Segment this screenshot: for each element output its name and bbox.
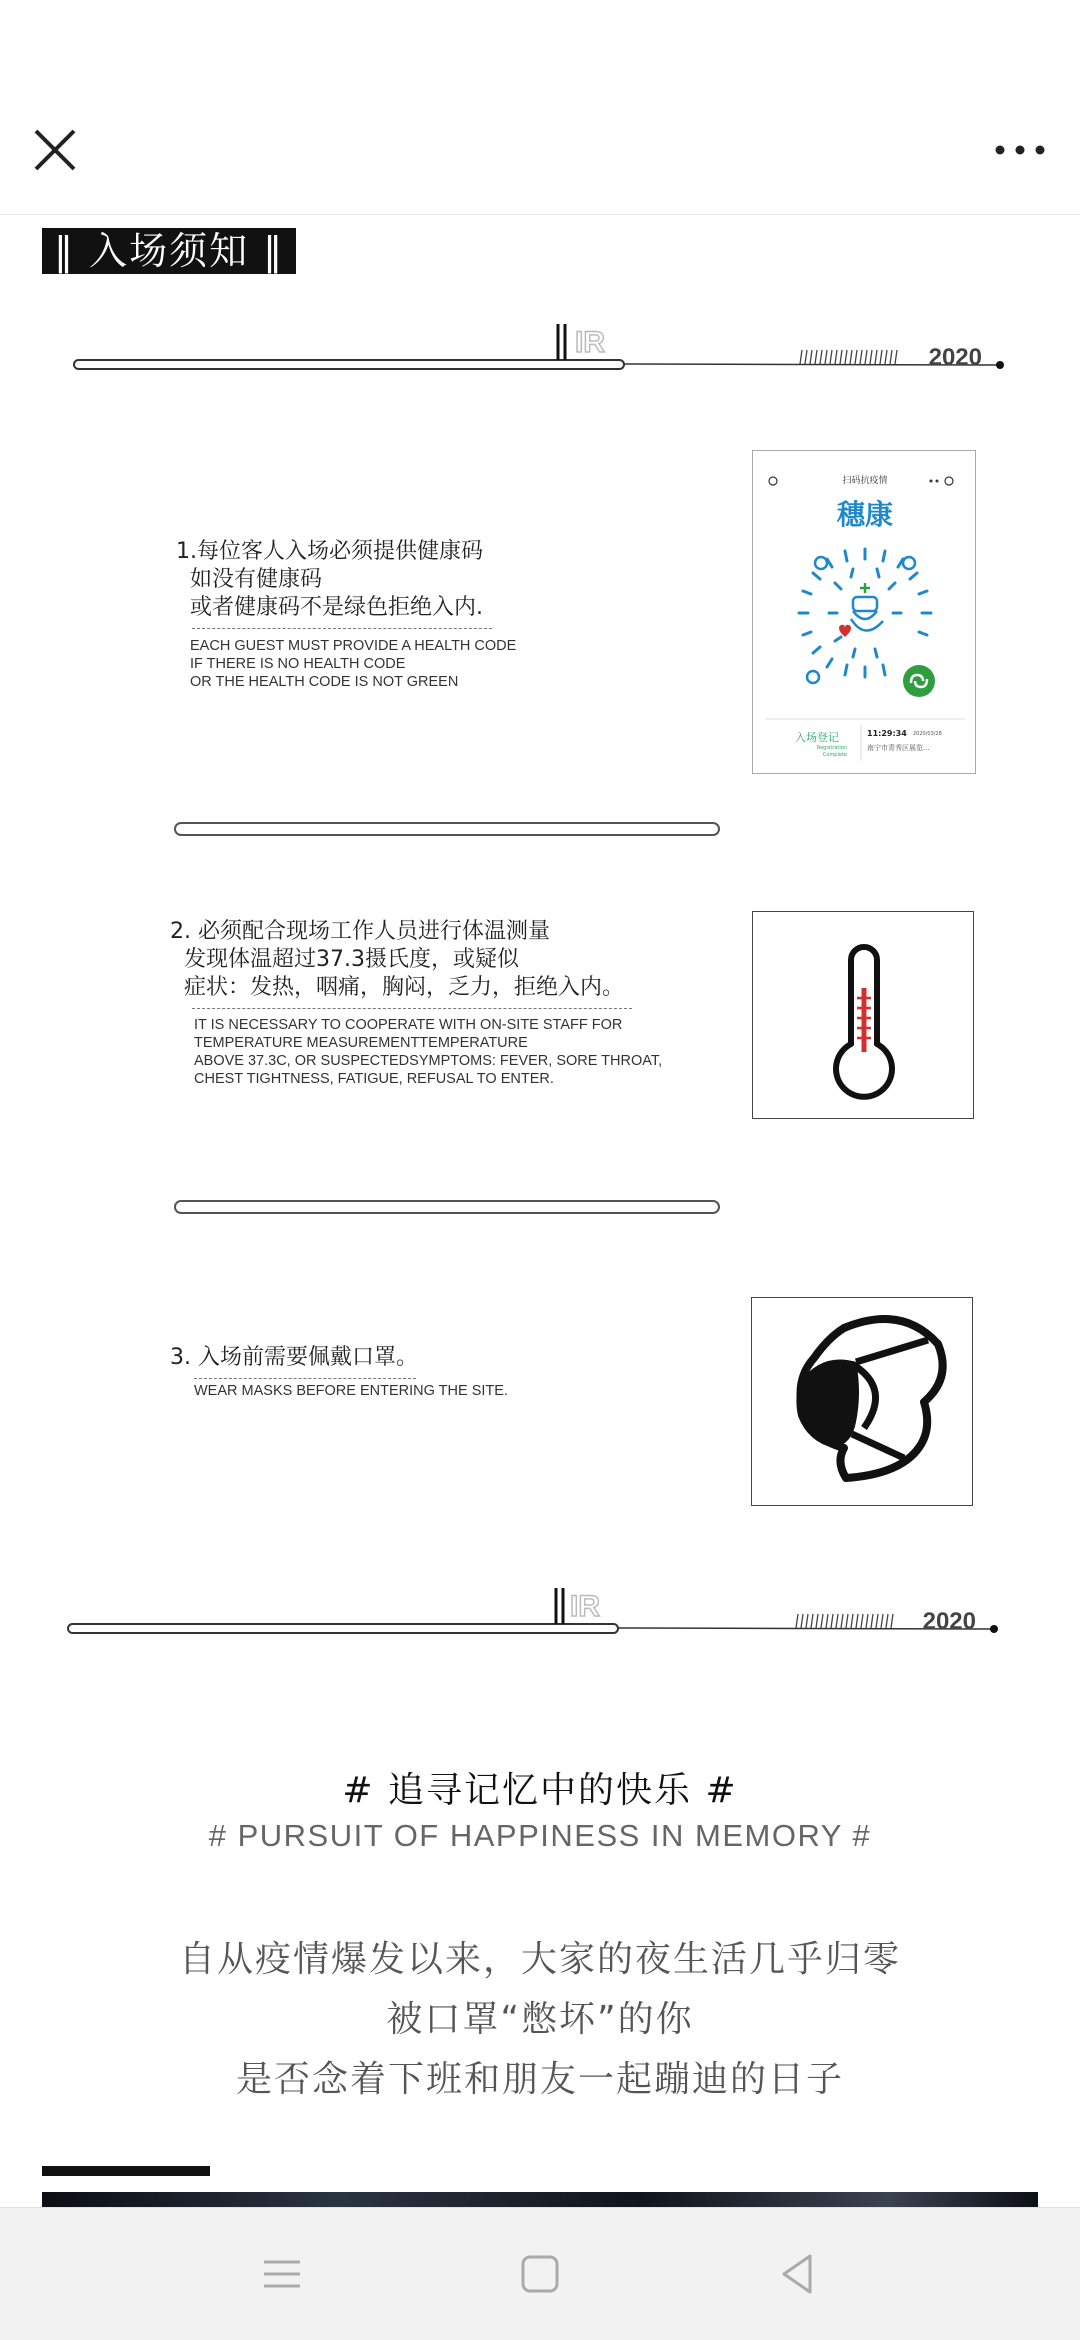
mask-card	[751, 1297, 973, 1506]
body-line-2: 被口罩“憋坏”的你	[386, 1999, 694, 2040]
more-icon[interactable]	[990, 130, 1050, 170]
rule-2-dash	[192, 1008, 632, 1009]
year-label-top: 2020	[928, 344, 982, 371]
health-code-card	[752, 450, 976, 774]
thermometer-icon	[753, 912, 975, 1120]
notice-title: ‖ 入场须知 ‖	[42, 228, 296, 274]
body-line-1: 自从疫情爆发以来，大家的夜生活几乎归零	[178, 1939, 901, 1980]
menu-icon[interactable]	[250, 2242, 314, 2306]
health-code-place: 南宁市青秀区展览...	[867, 744, 930, 752]
health-code-status: 入场登记	[795, 731, 839, 744]
rule-2-zh-line-1: 2. 必须配合现场工作人员进行体温测量	[170, 919, 550, 944]
rule-3-en-line-1: WEAR MASKS BEFORE ENTERING THE SITE.	[194, 1383, 508, 1399]
health-code-top-label: 扫码抗疫情	[842, 476, 888, 486]
system-nav-bar	[0, 2207, 1080, 2340]
year-label-bottom: 2020	[922, 1608, 976, 1635]
rule-1-zh-line-2: 如没有健康码	[176, 567, 322, 592]
health-code-time: 11:29:34	[867, 729, 907, 738]
rule-2-zh-line-2: 发现体温超过37.3摄氏度，或疑似	[170, 947, 519, 972]
svg-text:IR: IR	[570, 1590, 600, 1623]
body-text	[0, 1930, 1080, 2110]
rule-1-dash	[192, 628, 492, 629]
rule-2-en-line-4: CHEST TIGHTNESS, FATIGUE, REFUSAL TO ENTER.	[194, 1071, 554, 1087]
health-code-date: 2020/03/28	[913, 731, 942, 737]
thermometer-card	[752, 911, 974, 1119]
close-icon[interactable]	[30, 125, 80, 175]
tagline-en: # PURSUIT OF HAPPINESS IN MEMORY #	[208, 1818, 872, 1853]
tagline-zh: # 追寻记忆中的快乐 #	[342, 1770, 738, 1811]
rule-2-en-line-1: IT IS NECESSARY TO COOPERATE WITH ON-SITE STAFF FOR	[194, 1017, 623, 1033]
rule-3-dash	[194, 1378, 416, 1379]
rule-2-zh-line-3: 症状：发热，咽痛，胸闷，乏力，拒绝入内。	[170, 975, 624, 1000]
rule-2-en-line-2: TEMPERATURE MEASUREMENTTEMPERATURE	[194, 1035, 528, 1051]
rule-3-zh-line-1: 3. 入场前需要佩戴口罩。	[170, 1345, 418, 1370]
decorative-divider-bottom	[64, 1584, 1004, 1634]
rule-1-zh-line-3: 或者健康码不是绿色拒绝入内.	[176, 595, 483, 620]
rule-1-en-line-3: OR THE HEALTH CODE IS NOT GREEN	[190, 674, 459, 690]
back-triangle-icon[interactable]	[766, 2242, 830, 2306]
body-line-3: 是否念着下班和朋友一起蹦迪的日子	[235, 2059, 844, 2100]
rule-1-zh-line-1: 1.每位客人入场必须提供健康码	[176, 539, 483, 564]
decorative-divider-top	[70, 320, 1010, 370]
svg-text:IR: IR	[575, 326, 605, 359]
rule-1-en-line-1: EACH GUEST MUST PROVIDE A HEALTH CODE	[190, 638, 517, 654]
home-square-icon[interactable]	[508, 2242, 572, 2306]
rule-2-en-line-3: ABOVE 37.3C, OR SUSPECTEDSYMPTOMS: FEVER, SORE THROAT,	[194, 1053, 663, 1069]
rule-1-en-line-2: IF THERE IS NO HEALTH CODE	[190, 656, 406, 672]
section-accent-bar	[42, 2166, 210, 2176]
top-bar	[0, 0, 1080, 215]
health-code-status-en: Registration Complete	[816, 745, 847, 758]
mask-icon	[752, 1298, 974, 1507]
separator-2	[174, 1200, 720, 1214]
health-code-brand: 穗康	[836, 498, 893, 531]
separator-1	[174, 822, 720, 836]
